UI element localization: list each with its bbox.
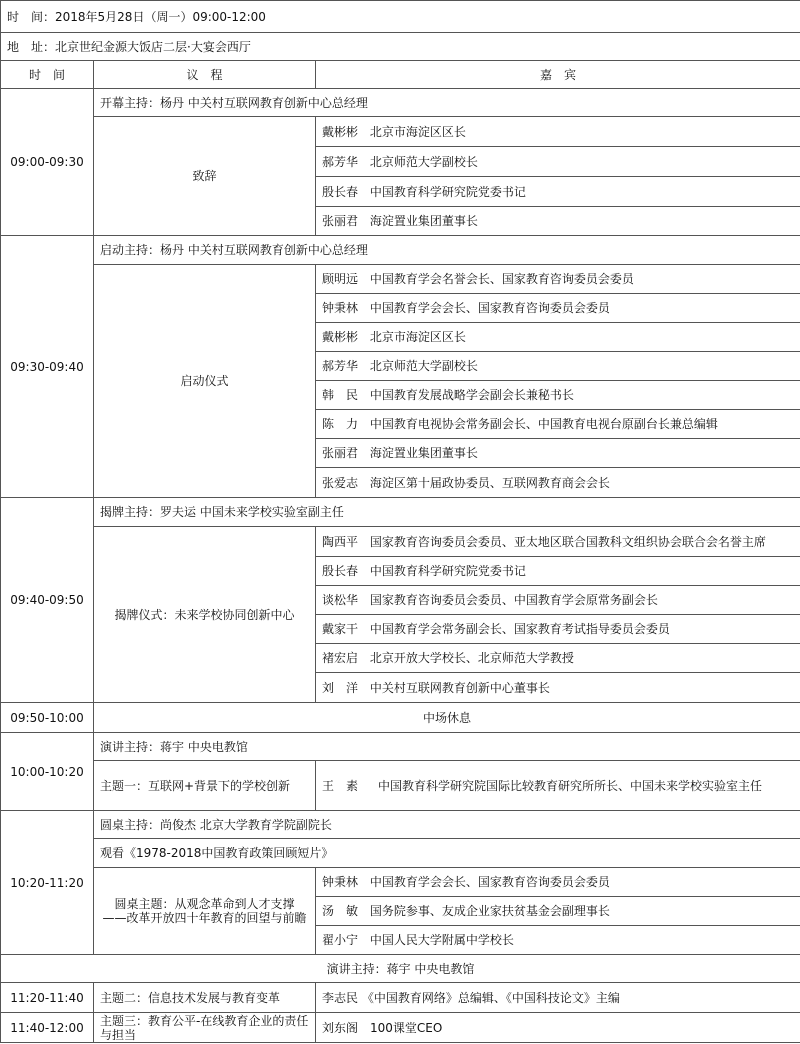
roundtable-topic (94, 868, 316, 955)
guest-title: 中国人民大学附属中学校长 (369, 933, 514, 947)
guest-row (316, 868, 800, 897)
guest-row (316, 352, 800, 381)
talk-guest: 李志民 《中国教育网络》总编辑、《中国科技论文》主编 (316, 983, 800, 1013)
guest-title: 中国教育科学研究院党委书记 (369, 564, 526, 578)
guest-name: 谈松华 (322, 593, 359, 607)
guest-row (316, 897, 800, 926)
header-time: 时 间 (1, 61, 94, 89)
guest-name: 汤 敏 (322, 904, 359, 918)
guest-title: 海淀置业集团董事长 (369, 446, 478, 460)
guest-row (316, 468, 800, 498)
guest-name: 韩 民 (322, 388, 359, 402)
guest-name: 殷长春 (322, 184, 359, 199)
guest-name: 陈 力 (322, 417, 359, 431)
header-guests: 嘉 宾 (316, 61, 800, 89)
guest-title: 中国教育科学研究院党委书记 (369, 184, 526, 199)
talk-guest: 刘东阁 100课堂CEO (316, 1013, 800, 1043)
guest-row (316, 265, 800, 294)
guest-name: 戴彬彬 (322, 124, 359, 139)
guest-title: 中国教育学会会长、国家教育咨询委员会委员 (369, 301, 610, 315)
agenda-item: 致辞 (94, 117, 316, 236)
guest-name: 钟秉林 (322, 875, 359, 889)
guest-name: 翟小宁 (322, 933, 359, 947)
event-time-info: 时 间：2018年5月28日（周一）09:00-12:00 (1, 1, 800, 33)
guest-name: 张丽君 (322, 214, 359, 228)
guest-row (316, 207, 800, 236)
session-time: 10:00-10:20 (1, 733, 94, 811)
roundtable-topic-line: 圆桌主题：从观念革命到人才支撑 (114, 897, 295, 911)
film-screening: 观看《1978-2018中国教育政策回顾短片》 (94, 839, 800, 868)
guest-title: 国家教育咨询委员会委员、亚太地区联合国教科文组织协会联合会名誉主席 (369, 534, 766, 549)
guest-title: 海淀置业集团董事长 (369, 214, 478, 228)
guest-name: 王 素 (322, 778, 359, 793)
guest-title: 中关村互联网教育创新中心董事长 (369, 680, 550, 695)
guest-name: 戴家干 (322, 622, 359, 636)
guest-name: 郝芳华 (322, 154, 359, 169)
guest-title: 海淀区第十届政协委员、互联网教育商会会长 (369, 475, 610, 490)
roundtable-topic-line: ——改革开放四十年教育的回望与前瞻 (102, 911, 307, 925)
guest-row (316, 615, 800, 644)
guest-row (316, 926, 800, 955)
guest-name: 钟秉林 (322, 301, 359, 315)
guest-row (316, 147, 800, 177)
agenda-item: 启动仪式 (94, 265, 316, 498)
guest-row (316, 557, 800, 586)
guest-title: 国家教育咨询委员会委员、中国教育学会原常务副会长 (369, 593, 658, 607)
guest-row (316, 673, 800, 703)
guest-row (316, 644, 800, 673)
guest-row (316, 294, 800, 323)
session-host: 启动主持：杨丹 中关村互联网教育创新中心总经理 (94, 236, 800, 265)
break-label: 中场休息 (94, 703, 800, 733)
session-host: 开幕主持：杨丹 中关村互联网教育创新中心总经理 (94, 89, 800, 117)
session-time: 10:20-11:20 (1, 811, 94, 955)
talk-topic: 主题三：教育公平-在线教育企业的责任与担当 (94, 1013, 316, 1043)
session-host: 揭牌主持：罗夫运 中国未来学校实验室副主任 (94, 498, 800, 527)
session-time: 09:00-09:30 (1, 89, 94, 236)
guest-title: 中国教育学会常务副会长、国家教育考试指导委员会委员 (369, 622, 670, 636)
guest-title: 国务院参事、友成企业家扶贫基金会副理事长 (369, 904, 610, 918)
session-time: 09:50-10:00 (1, 703, 94, 733)
guest-title: 中国教育科学研究院国际比较教育研究所所长、中国未来学校实验室主任 (378, 778, 763, 793)
event-location-info: 地 址：北京世纪金源大饭店二层·大宴会西厅 (1, 33, 800, 61)
guest-row (316, 410, 800, 439)
guest-title: 北京师范大学副校长 (369, 154, 478, 169)
guest-row (316, 761, 800, 811)
session-time: 11:20-11:40 (1, 983, 94, 1013)
guest-row (316, 527, 800, 557)
guest-name: 郝芳华 (322, 359, 359, 373)
talk-topic: 主题一：互联网+背景下的学校创新 (94, 761, 316, 811)
session-time: 09:40-09:50 (1, 498, 94, 703)
guest-row (316, 177, 800, 207)
guest-row (316, 323, 800, 352)
talk-topic: 主题二：信息技术发展与教育变革 (94, 983, 316, 1013)
guest-title: 中国教育学会名誉会长、国家教育咨询委员会委员 (369, 272, 634, 286)
guest-title: 中国教育发展战略学会副会长兼秘书长 (369, 388, 574, 402)
guest-title: 北京市海淀区区长 (369, 330, 466, 344)
guest-row (316, 439, 800, 468)
guest-name: 殷长春 (322, 564, 359, 578)
session-host: 圆桌主持：尚俊杰 北京大学教育学院副院长 (94, 811, 800, 839)
session-host: 演讲主持：蒋宇 中央电教馆 (94, 733, 800, 761)
session-host: 演讲主持：蒋宇 中央电教馆 (1, 955, 800, 983)
session-time: 09:30-09:40 (1, 236, 94, 498)
guest-title: 北京开放大学校长、北京师范大学教授 (369, 651, 574, 665)
header-agenda: 议 程 (94, 61, 316, 89)
guest-name: 陶西平 (322, 534, 359, 549)
guest-name: 褚宏启 (322, 651, 359, 665)
guest-name: 顾明远 (322, 272, 359, 286)
guest-row (316, 117, 800, 147)
guest-name: 戴彬彬 (322, 330, 359, 344)
guest-title: 北京师范大学副校长 (369, 359, 478, 373)
guest-row (316, 586, 800, 615)
guest-title: 北京市海淀区区长 (369, 124, 466, 139)
session-time: 11:40-12:00 (1, 1013, 94, 1043)
guest-name: 张爱志 (322, 475, 359, 490)
agenda-item: 揭牌仪式：未来学校协同创新中心 (94, 527, 316, 703)
guest-name: 刘 洋 (322, 680, 359, 695)
guest-name: 张丽君 (322, 446, 359, 460)
guest-title: 中国教育电视协会常务副会长、中国教育电视台原副台长兼总编辑 (369, 417, 718, 431)
guest-title: 中国教育学会会长、国家教育咨询委员会委员 (369, 875, 610, 889)
guest-row (316, 381, 800, 410)
